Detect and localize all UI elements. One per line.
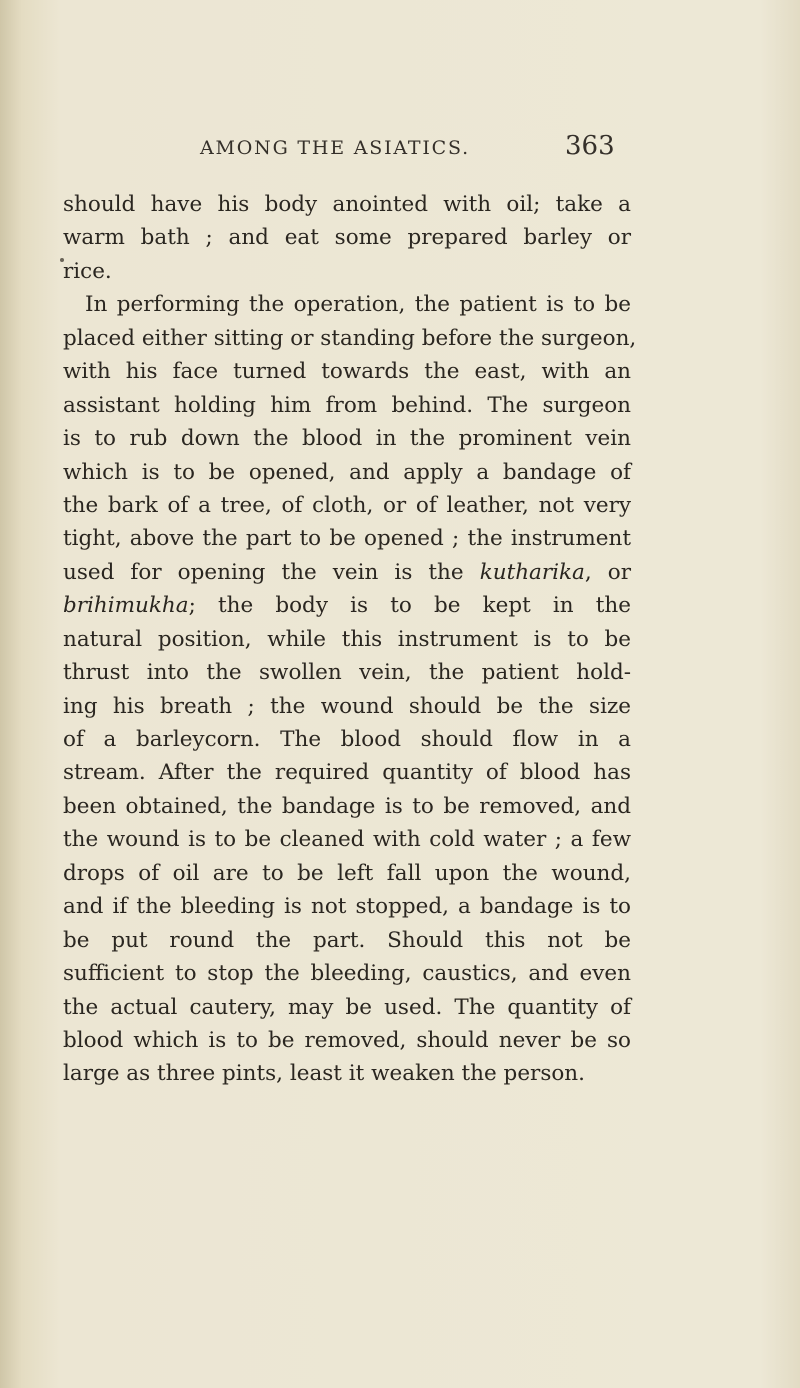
line-text: , or	[584, 559, 631, 585]
text-line: natural position, while this instrument is to be	[63, 626, 631, 652]
text-line: thrust into the swollen vein, the patient hold-	[63, 660, 631, 686]
text-line: placed either sitting or standing before the surgeon,	[63, 325, 637, 351]
line-text: used for opening the vein is the	[63, 559, 480, 585]
page-header	[0, 131, 800, 167]
text-line: warm bath ; and eat some prepared barley or	[63, 225, 631, 251]
italic-term: brihimukha	[63, 593, 189, 619]
text-line: drops of oil are to be left fall upon the wound,	[63, 860, 631, 886]
text-line: is to rub down the blood in the prominent vein	[63, 426, 631, 452]
text-line: should have his body anointed with oil; take a	[63, 192, 631, 217]
italic-term: kutharika	[479, 559, 585, 585]
text-line: which is to be opened, and apply a bandage of	[63, 459, 631, 485]
text-line: and if the bleeding is not stopped, a bandage is to	[63, 894, 631, 920]
text-line: with his face turned towards the east, with an	[63, 359, 631, 385]
text-line: the actual cautery, may be used. The quantity of	[63, 994, 631, 1020]
text-line: the bark of a tree, of cloth, or of leather, not very	[63, 492, 631, 518]
text-line: assistant holding him from behind. The surgeon	[63, 392, 631, 418]
text-line: large as three pints, least it weaken the person.	[63, 1061, 585, 1087]
text-line: be put round the part. Should this not be	[63, 927, 631, 953]
text-line	[63, 589, 631, 622]
text-line: tight, above the part to be opened ; the instrument	[63, 526, 631, 552]
body-text	[63, 188, 637, 1091]
text-line: of a barleycorn. The blood should flow in a	[63, 727, 631, 752]
running-head: AMONG THE ASIATICS.	[200, 137, 470, 159]
text-line	[63, 556, 631, 589]
text-line: rice.	[63, 258, 112, 284]
text-line: stream. After the required quantity of blood has	[63, 760, 631, 786]
paragraph-start-line: In performing the operation, the patient is to be	[85, 292, 631, 318]
text-line: blood which is to be removed, should never be so	[63, 1027, 631, 1053]
text-line: the wound is to be cleaned with cold water ; a few	[63, 827, 631, 853]
line-text: ; the body is to be kept in the	[188, 593, 631, 619]
page-number: 363	[565, 131, 615, 161]
text-line: sufficient to stop the bleeding, caustics, and even	[63, 961, 631, 987]
text-line: ing his breath ; the wound should be the size	[63, 693, 631, 719]
text-line: been obtained, the bandage is to be removed, and	[63, 793, 631, 819]
